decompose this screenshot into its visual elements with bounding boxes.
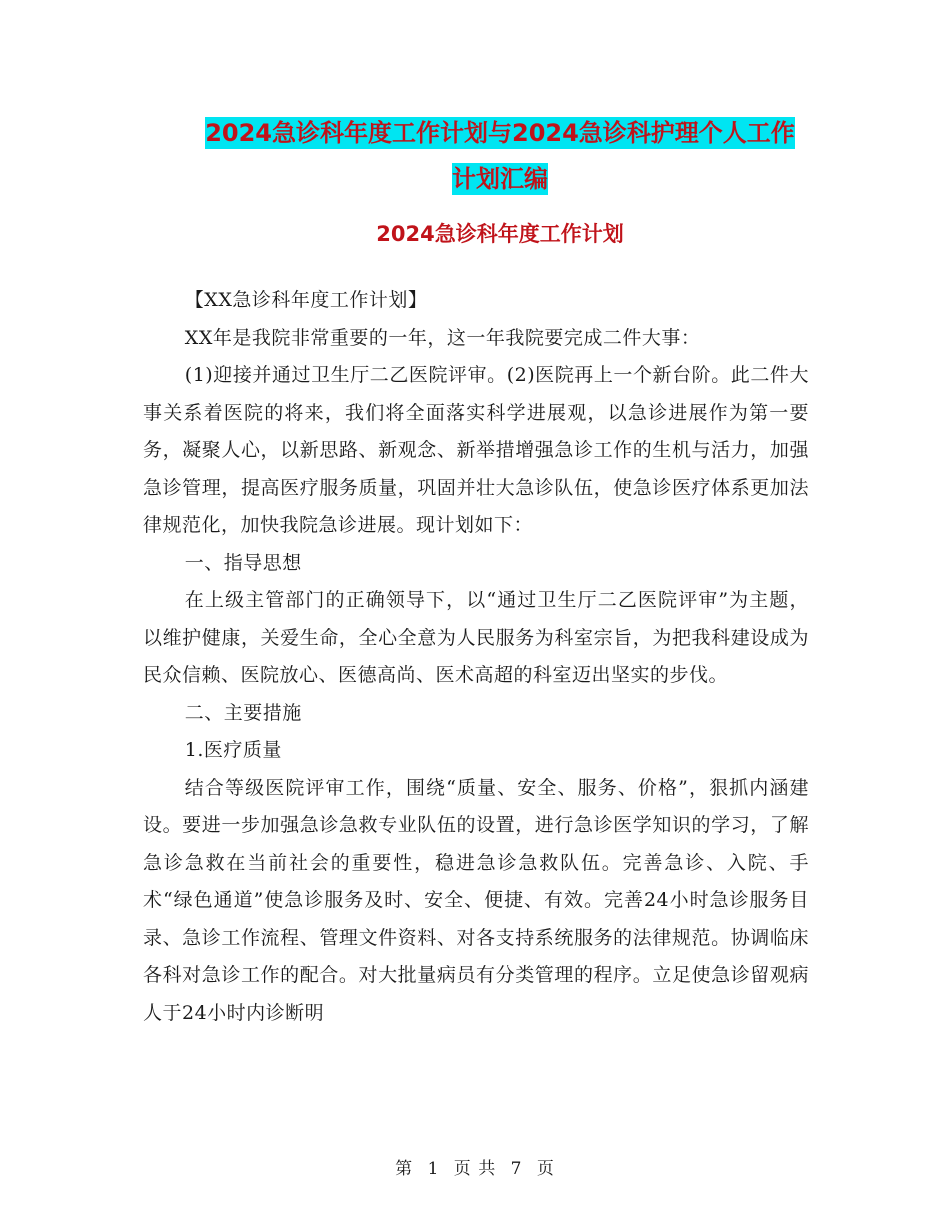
paragraph: 结合等级医院评审工作，围绕“质量、安全、服务、价格”，狠抓内涵建设。要进一步加强急诊急救专业队伍的设置，进行急诊医学知识的学习，了解急诊急救在当前社会的重要性，稳进急诊急救队伍。完善急诊、入院、手术“绿色通道”使急诊服务及时、安全、便捷、有效。完善24小时急诊服务目录、急诊工作流程、管理文件资料、对各支持系统服务的法律规范。协调临床各科对急诊工作的配合。对大批量病员有分类管理的程序。立足使急诊留观病人于24小时内诊断明 — [143, 776, 809, 1024]
page-footer — [0, 1154, 950, 1179]
paragraph: (1)迎接并通过卫生厅二乙医院评审。(2)医院再上一个新台阶。此二件大事关系着医院的将来，我们将全面落实科学进展观，以急诊进展作为第一要务，凝聚人心，以新思路、新观念、新举措增强急诊工作的生机与活力，加强急诊管理，提高医疗服务质量，巩固并壮大急诊队伍，使急诊医疗体系更加法律规范化，加快我院急诊进展。现计划如下： — [143, 364, 809, 536]
paragraph: 在上级主管部门的正确领导下，以“通过卫生厅二乙医院评审”为主题，以维护健康，关爱生命，全心全意为人民服务为科室宗旨，为把我科建设成为民众信赖、医院放心、医德高尚、医术高超的科室迈出坚实的步伐。 — [143, 589, 809, 686]
heading-main-measures: 二、主要措施 — [184, 701, 302, 724]
main-title-line1: 2024急诊科年度工作计划与2024急诊科护理个人工作 — [205, 119, 795, 147]
footer-page-number: 1 — [427, 1159, 440, 1179]
paragraph-heading: 【XX急诊科年度工作计划】 — [184, 289, 428, 311]
footer-middle: 页 共 — [453, 1159, 497, 1179]
main-title — [140, 110, 860, 202]
footer-prefix: 第 — [395, 1159, 414, 1179]
heading-guiding-thought: 一、指导思想 — [184, 551, 302, 574]
paragraph-intro: XX年是我院非常重要的一年，这一年我院要完成二件大事： — [184, 326, 701, 349]
document-body — [143, 282, 809, 1032]
footer-suffix: 页 — [536, 1159, 555, 1179]
heading-medical-quality: 1.医疗质量 — [184, 739, 282, 761]
footer-total-pages: 7 — [510, 1159, 523, 1179]
section-title: 2024急诊科年度工作计划 — [376, 222, 624, 246]
main-title-line2: 计划汇编 — [452, 165, 548, 193]
